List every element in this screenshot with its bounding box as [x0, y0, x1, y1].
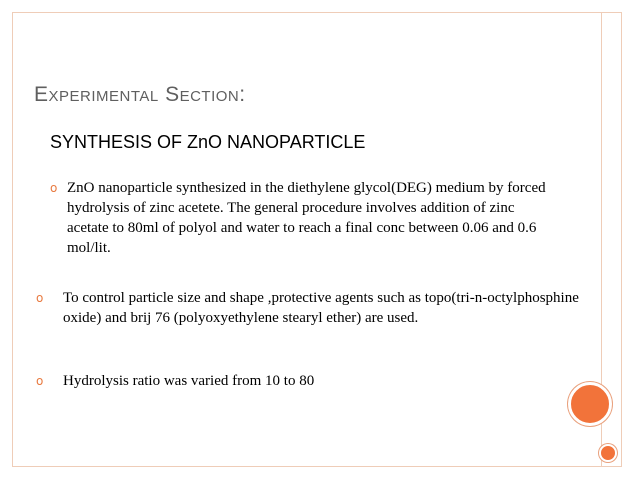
- decorative-circle-small: [599, 444, 617, 462]
- bullet-text: To control particle size and shape ,protective agents such as topo(tri-n-octylphosphine oxide) and brij 76 (polyoxyethylene stearyl ether) are used.: [63, 290, 579, 326]
- bullet-text: Hydrolysis ratio was varied from 10 to 80: [63, 373, 315, 389]
- bullet-marker-icon: o: [36, 291, 44, 305]
- slide-subtitle: SYNTHESIS OF ZnO NANOPARTICLE: [50, 132, 366, 152]
- bullet-item: [50, 178, 550, 258]
- bullet-marker-icon: o: [50, 181, 58, 195]
- bullet-marker-icon: o: [36, 374, 44, 388]
- bullet-item: [36, 288, 596, 328]
- slide-title: Experimental Section:: [34, 83, 246, 106]
- bullet-item: [36, 371, 576, 391]
- bullet-text: ZnO nanoparticle synthesized in the diethylene glycol(DEG) medium by forced hydrolysis of zinc acetete. The general procedure involves addition of zinc acetate to 80ml of polyol and water to reach a final conc between 0.06 and 0.6 mol/lit.: [67, 180, 546, 256]
